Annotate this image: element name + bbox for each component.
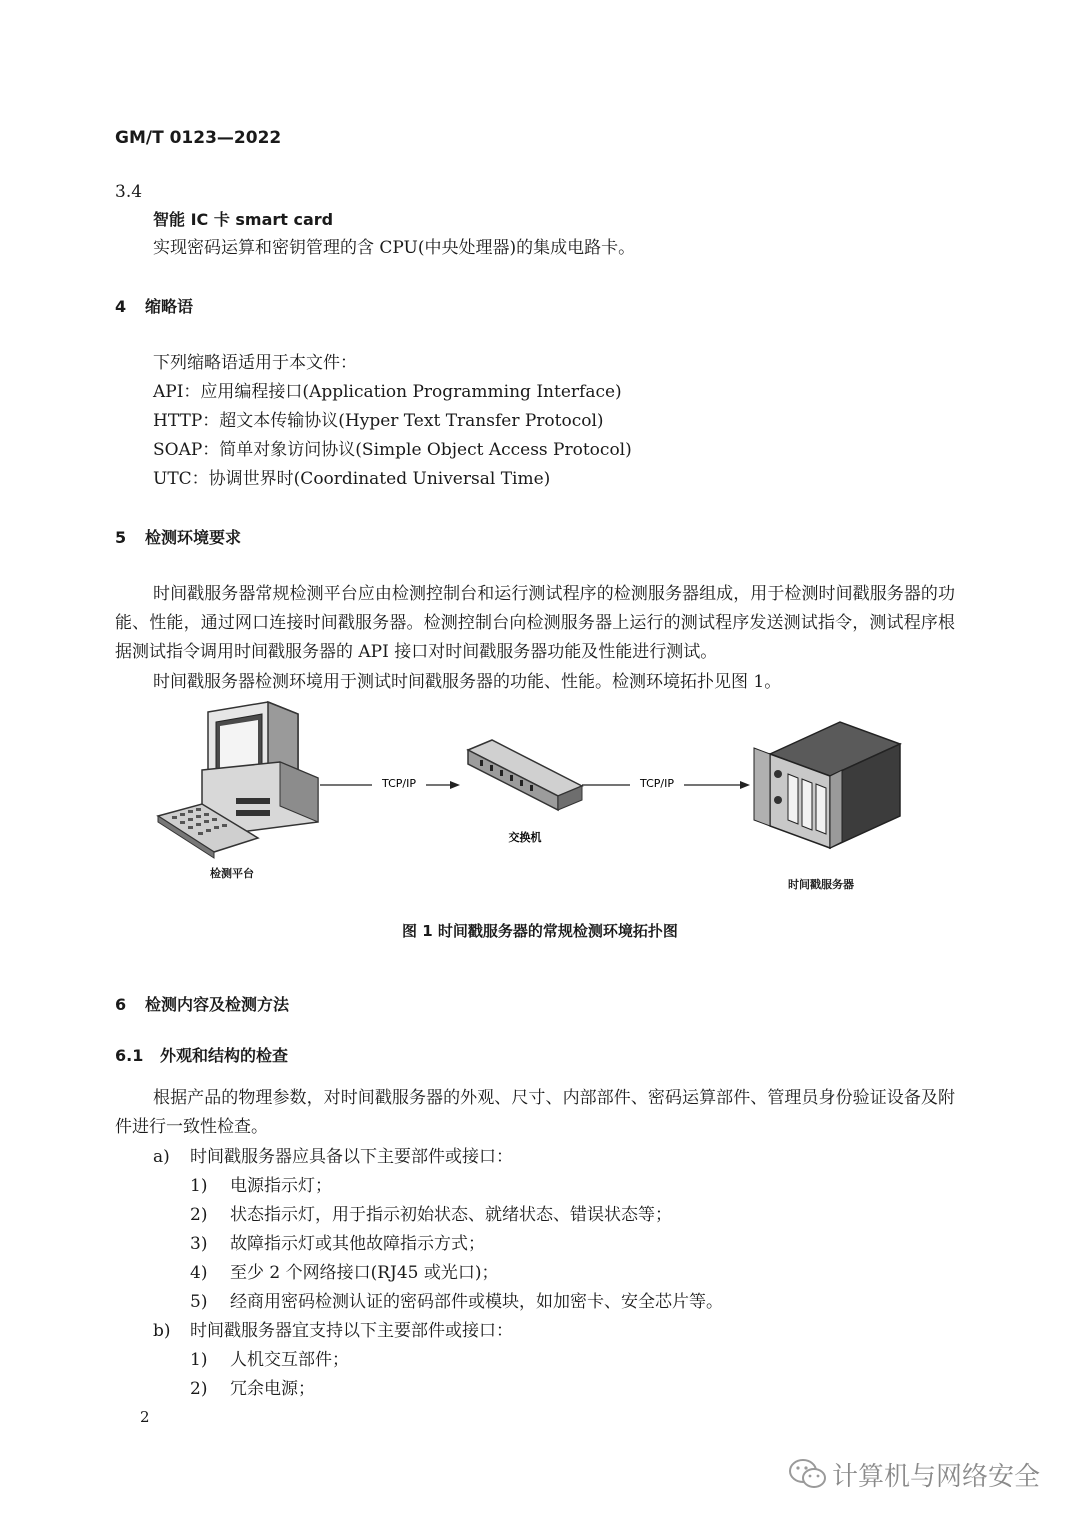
list-a-item-2: 状态指示灯，用于指示初始状态、就绪状态、错误状态等； — [230, 1205, 672, 1225]
section-title-4: 缩略语 — [145, 297, 194, 316]
list-a-item-4-marker: 4) — [190, 1263, 208, 1283]
arrow-head-1 — [450, 781, 460, 789]
list-a-item-3: 故障指示灯或其他故障指示方式； — [230, 1234, 485, 1254]
standard-id: GM/T 0123—2022 — [115, 128, 282, 148]
abbr-intro: 下列缩略语适用于本文件： — [153, 353, 357, 373]
section-number-4: 4 — [115, 297, 127, 316]
server-label: 时间戳服务器 — [788, 878, 854, 891]
computer-icon — [158, 702, 318, 858]
list-a-marker: a) — [153, 1147, 170, 1167]
list-a-item-2-marker: 2) — [190, 1205, 208, 1225]
list-a-item-1-marker: 1) — [190, 1176, 208, 1196]
term-definition: 实现密码运算和密钥管理的含 CPU(中央处理器)的集成电路卡。 — [153, 238, 636, 258]
section-title-5: 检测环境要求 — [145, 528, 242, 547]
list-a-item-5: 经商用密码检测认证的密码部件或模块，如加密卡、安全芯片等。 — [230, 1292, 723, 1312]
term-title: 智能 IC 卡 smart card — [153, 210, 334, 229]
abbr-item-utc: UTC：协调世界时(Coordinated Universal Time) — [153, 469, 551, 489]
switch-label: 交换机 — [508, 831, 542, 844]
page-number: 2 — [140, 1408, 150, 1426]
list-a-item-4: 至少 2 个网络接口(RJ45 或光口)； — [230, 1263, 499, 1283]
list-a-text: 时间戳服务器应具备以下主要部件或接口： — [190, 1147, 513, 1167]
abbr-item-http: HTTP：超文本传输协议(Hyper Text Transfer Protocol) — [153, 411, 604, 431]
figure-caption: 图 1 时间戳服务器的常规检测环境拓扑图 — [402, 922, 678, 940]
section-number-6: 6 — [115, 995, 127, 1014]
abbr-item-soap: SOAP：简单对象访问协议(Simple Object Access Protocol) — [153, 440, 632, 460]
abbr-item-api: API：应用编程接口(Application Programming Interface) — [153, 382, 622, 402]
watermark-text: 计算机与网络安全 — [832, 1462, 1041, 1492]
list-a-item-5-marker: 5) — [190, 1292, 208, 1312]
link-label-1: TCP/IP — [382, 777, 416, 790]
platform-label: 检测平台 — [210, 867, 254, 880]
sec5-paragraph-1: 时间戳服务器常规检测平台应由检测控制台和运行测试程序的检测服务器组成，用于检测时间戳服务器的功能、性能，通过网口连接时间戳服务器。检测控制台向检测服务器上运行的测试程序发送测试指令，测试程序根据测试指令调用时间戳服务器的 API 接口对时间戳服务器功能及性能进行测试。 — [115, 584, 955, 662]
server-rack-icon — [754, 722, 900, 848]
list-a-item-3-marker: 3) — [190, 1234, 208, 1254]
link-label-2: TCP/IP — [640, 777, 674, 790]
section-number-3-4: 3.4 — [115, 182, 143, 202]
topology-figure — [150, 700, 910, 900]
list-b-item-1-marker: 1) — [190, 1350, 208, 1370]
list-a-item-1: 电源指示灯； — [230, 1176, 332, 1196]
list-b-item-1: 人机交互部件； — [230, 1350, 349, 1370]
arrow-head-2 — [740, 781, 750, 789]
list-b-text: 时间戳服务器宜支持以下主要部件或接口： — [190, 1321, 513, 1341]
switch-icon — [468, 740, 582, 810]
section-title-6: 检测内容及检测方法 — [145, 995, 290, 1014]
subsection-number-6-1: 6.1 — [115, 1046, 144, 1065]
list-b-item-2-marker: 2) — [190, 1379, 208, 1399]
section-number-5: 5 — [115, 528, 127, 547]
list-b-item-2: 冗余电源； — [230, 1379, 315, 1399]
subsection-title-6-1: 外观和结构的检查 — [160, 1046, 289, 1065]
sec61-paragraph: 根据产品的物理参数，对时间戳服务器的外观、尺寸、内部部件、密码运算部件、管理员身份验证设备及附件进行一致性检查。 — [115, 1088, 955, 1137]
wechat-icon — [788, 1456, 828, 1492]
list-b-marker: b) — [153, 1321, 171, 1341]
sec5-paragraph-2: 时间戳服务器检测环境用于测试时间戳服务器的功能、性能。检测环境拓扑见图 1。 — [153, 672, 782, 692]
